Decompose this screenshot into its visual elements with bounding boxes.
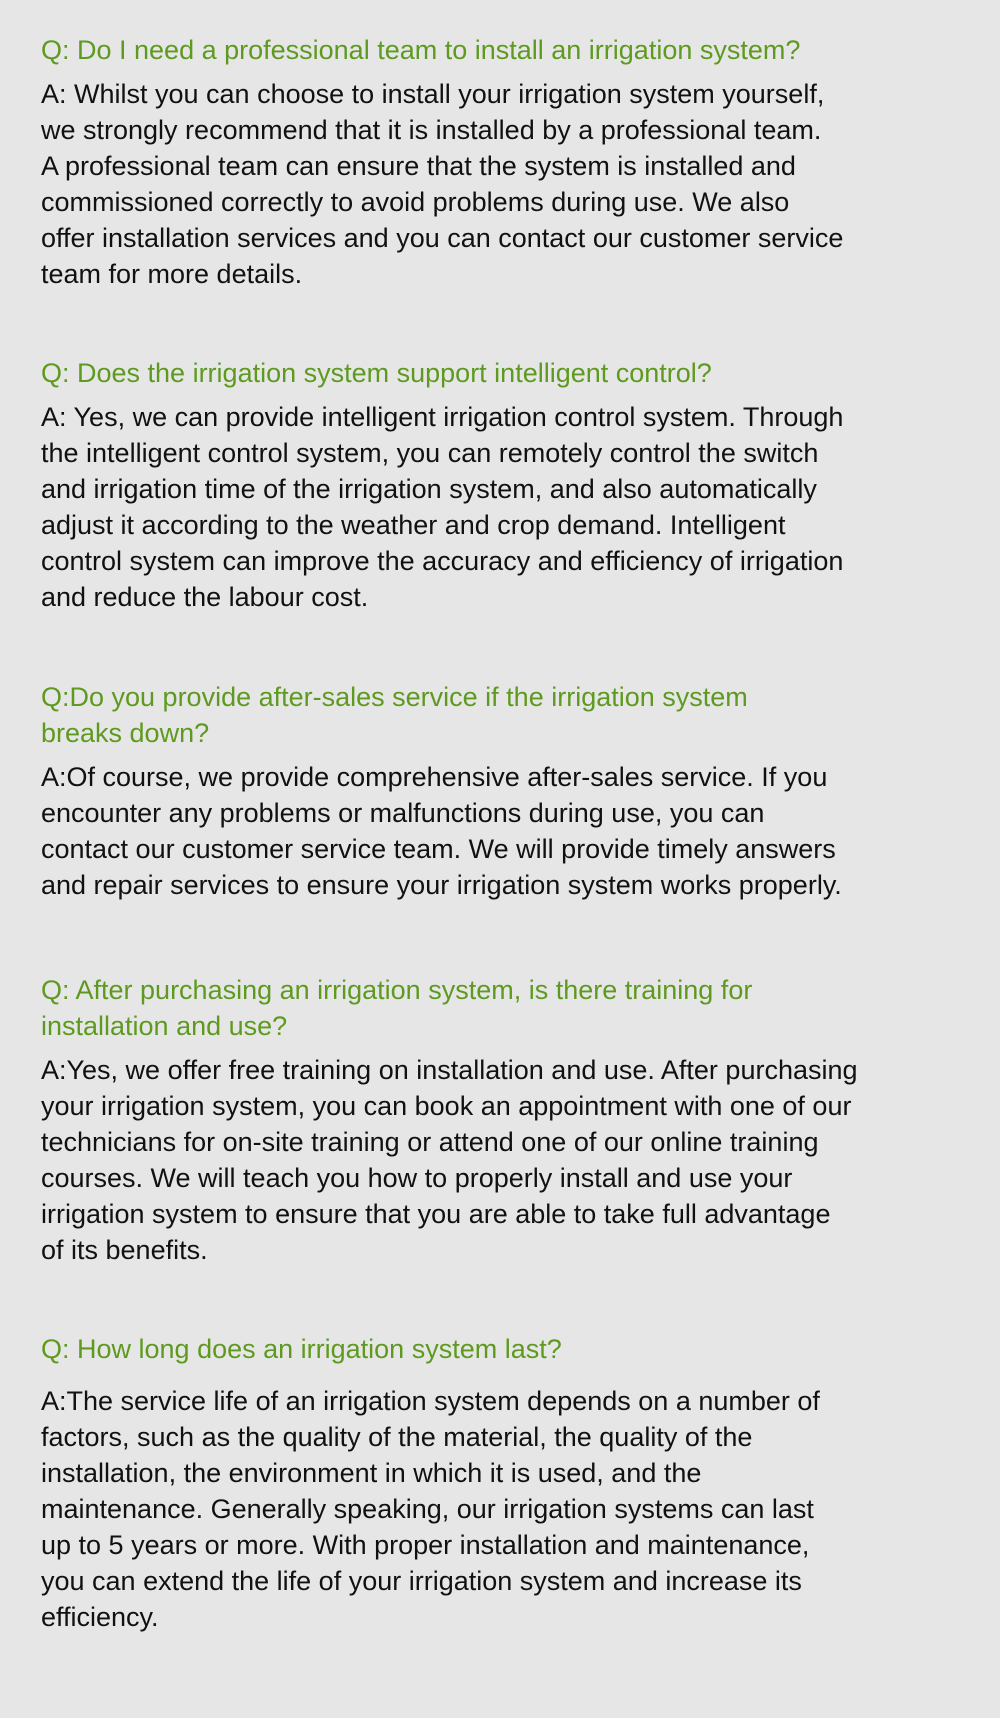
faq-item	[41, 1331, 981, 1635]
faq-item	[41, 355, 981, 615]
faq-question: Q:Do you provide after-sales service if the irrigation system breaks down?	[41, 682, 748, 748]
faq-question: Q: After purchasing an irrigation system, is there training for installation and use?	[41, 975, 753, 1041]
faq-answer: A:Of course, we provide comprehensive after-sales service. If you encounter any problems or malfunctions during use, you can contact our customer service team. We will provide timely answers and repair services to ensure your irrigation system works properly.	[41, 762, 842, 900]
faq-answer: A: Whilst you can choose to install your irrigation system yourself, we strongly recommend that it is installed by a professional team. A professional team can ensure that the system is installed and commissioned correctly to avoid problems during use. We also offer installation services and you can contact our customer service team for more details.	[41, 79, 844, 289]
faq-item	[41, 32, 981, 292]
faq-item	[41, 972, 981, 1268]
faq-answer: A:The service life of an irrigation system depends on a number of factors, such as the quality of the material, the quality of the installation, the environment in which it is used, and the maintenance. Generally speaking, our irrigation systems can last up to 5 years or more. With proper installation and maintenance, you can extend the life of your irrigation system and increase its efficiency.	[41, 1386, 820, 1632]
faq-question: Q: Do I need a professional team to install an irrigation system?	[41, 35, 801, 65]
faq-answer: A: Yes, we can provide intelligent irrigation control system. Through the intelligent control system, you can remotely control the switch and irrigation time of the irrigation system, and also automatically adjust it according to the weather and crop demand. Intelligent control system can improve the accuracy and efficiency of irrigation and reduce the labour cost.	[41, 402, 844, 612]
faq-answer: A:Yes, we offer free training on installation and use. After purchasing your irrigation system, you can book an appointment with one of our technicians for on-site training or attend one of our online training courses. We will teach you how to properly install and use your irrigation system to ensure that you are able to take full advantage of its benefits.	[41, 1055, 858, 1265]
faq-question: Q: How long does an irrigation system last?	[41, 1334, 562, 1364]
faq-question: Q: Does the irrigation system support intelligent control?	[41, 358, 712, 388]
faq-item	[41, 679, 981, 903]
